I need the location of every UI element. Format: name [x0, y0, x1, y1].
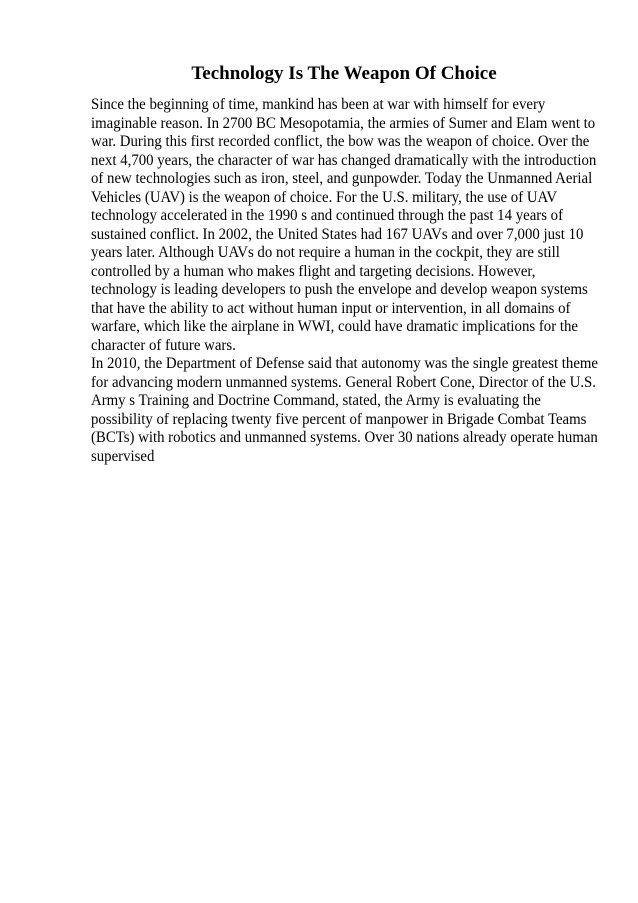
- text-line: controlled by a human who makes flight and targeting decisions. However,: [91, 262, 536, 280]
- text-line: Since the beginning of time, mankind has been at war with himself for every: [91, 96, 546, 113]
- text-line: warfare, which like the airplane in WWI, could have dramatic implications for the: [91, 318, 578, 335]
- body-text: [91, 96, 618, 466]
- text-line: next 4,700 years, the character of war has changed dramatically with the introduction: [91, 151, 597, 169]
- text-line: war. During this first recorded conflict, the bow was the weapon of choice. Over the: [91, 133, 590, 150]
- text-line: years later. Although UAVs do not require a human in the cockpit, they are still: [91, 244, 560, 261]
- document-title: Technology Is The Weapon Of Choice: [191, 63, 497, 84]
- text-line: (BCTs) with robotics and unmanned systems. Over 30 nations already operate human: [91, 429, 598, 446]
- text-line: supervised: [91, 447, 155, 465]
- text-line: for advancing modern unmanned systems. General Robert Cone, Director of the U.S.: [91, 373, 596, 391]
- text-line: In 2010, the Department of Defense said that autonomy was the single greatest theme: [91, 355, 599, 372]
- text-line: sustained conflict. In 2002, the United States had 167 UAVs and over 7,000 just 10: [91, 225, 584, 243]
- text-line: Vehicles (UAV) is the weapon of choice. For the U.S. military, the use of UAV: [91, 188, 558, 206]
- text-line: of new technologies such as iron, steel, and gunpowder. Today the Unmanned Aerial: [91, 170, 593, 187]
- text-line: technology accelerated in the 1990 s and continued through the past 14 years of: [91, 207, 564, 224]
- text-line: that have the ability to act without human input or intervention, in all domains of: [91, 299, 571, 317]
- text-line: technology is leading developers to push the envelope and develop weapon systems: [91, 281, 588, 298]
- text-line: Army s Training and Doctrine Command, stated, the Army is evaluating the: [91, 392, 541, 409]
- text-line: character of future wars.: [91, 336, 236, 354]
- text-line: imaginable reason. In 2700 BC Mesopotamia, the armies of Sumer and Elam went to: [91, 114, 596, 132]
- text-line: possibility of replacing twenty five percent of manpower in Brigade Combat Teams: [91, 410, 587, 428]
